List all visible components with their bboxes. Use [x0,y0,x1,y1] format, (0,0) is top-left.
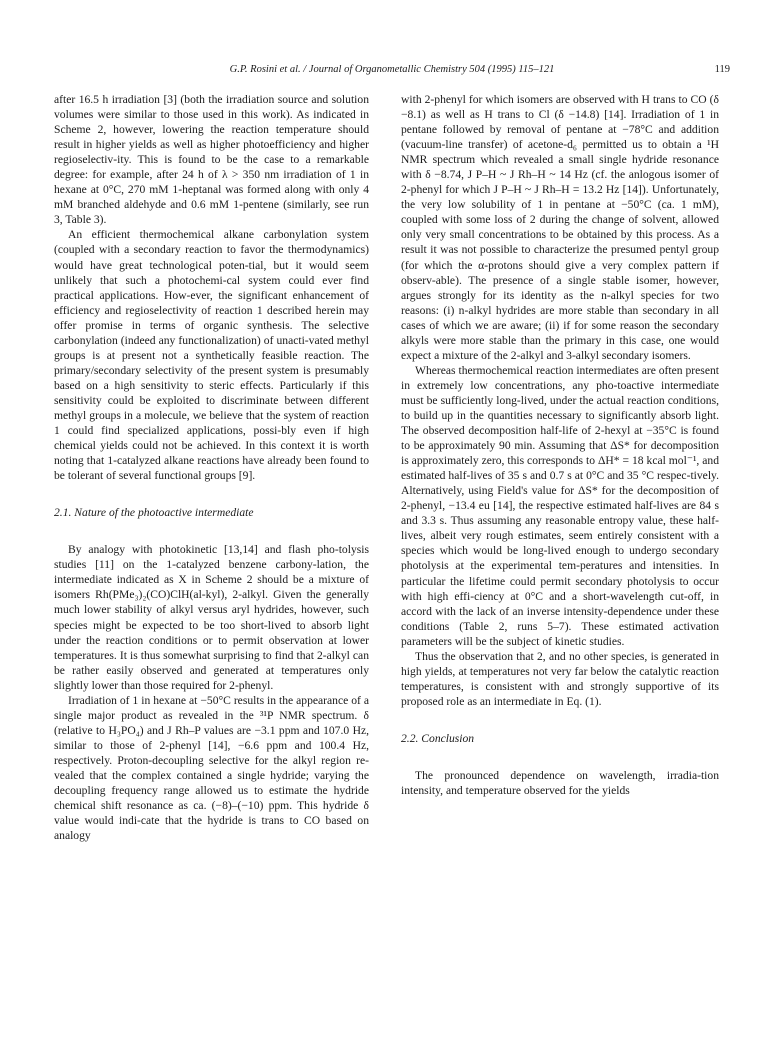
journal-citation: G.P. Rosini et al. / Journal of Organometallic Chemistry 504 (1995) 115–121 [229,64,555,75]
paragraph: The pronounced dependence on wavelength, irradia-tion intensity, and temperature observed for the yields [401,768,719,798]
paragraph: with 2-phenyl for which isomers are observed with H trans to CO (δ −8.1) as well as H trans to Cl (δ −14.8) [14]. Irradiation of 1 in pentane followed by removal of pentane at −78°C and addition (vacuum-line transfer) of acetone-d₆ permitted us to obtain a ¹H NMR spectrum which revealed a small single hydride resonance with δ −8.74, J P–H ~ J Rh–H ~ 14 Hz (cf. the anlogous isomer of 2-phenyl for which J P–H ~ J Rh–H = 13.2 Hz [14]). Unfortunately, the very low solubility of 1 in pentane at −50°C (ca. 1 mM), coupled with some loss of 2 during the change of solvent, allowed only very small concentrations to be obtained by this process. As a result it was not possible to characterize the presumed pentyl group (for which the α-protons should give a very complex pattern if observ-able). The presence of a single stable isomer, however, argues strongly for its identity as the n-alkyl species for two reasons: (i) n-alkyl hydrides are more stable than secondary in all cases of which we are aware; (ii) if for some reason the secondary alkyls were more stable than the primary in this case, one would expect a mixture of the 2-alkyl and 3-alkyl secondary isomers. [401,93,719,362]
right-column [401,92,719,798]
section-heading: 2.1. Nature of the photoactive intermediate [54,506,254,520]
running-head [54,64,730,80]
paragraph: after 16.5 h irradiation [3] (both the irradiation source and solution volumes were similar to those used in this work). As indicated in Scheme 2, however, lowering the reaction temperature should result in higher yields as well as higher photoefficiency and higher regioselectiv-ity. This is found to be the case to a remarkable degree: for example, after 24 h of λ > 350 nm irradiation of 1 in hexane at 0°C, 270 mM 1-heptanal was formed along with only 4 mM branched aldehyde and 0.6 mM 1-pentene (similarly, see run 3, Table 3). [54,93,369,227]
page-number: 119 [714,64,730,75]
paragraph: An efficient thermochemical alkane carbonylation system (coupled with a secondary reaction to favor the thermodynamics) would have great technological poten-tial, but it would seem unlikely that such a photochemi-cal system could ever find practical applications. How-ever, the significant enhancement of efficiency and regioselectivity of reaction 1 described herein may offer promise in terms of organic synthesis. The selective carbonylation (indeed any functionalization) of unacti-vated methyl groups is at present not a synthetically feasible reaction. The primary/secondary selectivity of the present system is presumably based on a high sensitivity to steric effects. Particularly if this sensitivity could be exploited to discriminate between different methyl groups in a molecule, we believe that the system of reaction 1 could find specialized applications, possi-bly even if high chemical yields could not be achieved. In this context it is worth noting that 1-catalyzed alkane reactions have already been found to be tolerant of several functional groups [9]. [54,228,369,483]
section-heading: 2.2. Conclusion [401,731,475,745]
left-column [54,92,369,843]
paragraph: Thus the observation that 2, and no other species, is generated in high yields, at temperatures not very far below the catalytic reaction temperatures, is consistent with and strongly supportive of its proposed role as an intermediate in Eq. (1). [401,649,719,708]
paragraph: By analogy with photokinetic [13,14] and flash pho-tolysis studies [11] on the 1-catalyzed benzene carbony-lation, the intermediate indicated as X in Scheme 2 should be a mixture of isomers Rh(PMe₃)₂(CO)ClH(al-kyl), 2-alkyl. Given the generally much lower stability of alkyl versus aryl hydrides, however, such species might be expected to be too short-lived to absorb light under the reaction conditions or to permit observation at lower temperatures. It is thus somewhat surprising to find that 2-alkyl can be rather easily observed and generated at temperatures only slightly lower than those required for 2-phenyl. [54,543,369,692]
paragraph: Irradiation of 1 in hexane at −50°C results in the appearance of a single major product as revealed in the ³¹P NMR spectrum. δ (relative to H₃PO₄) and J Rh–P values are −3.1 ppm and 107.0 Hz, similar to those of 2-phenyl [14], −6.6 ppm and 100.4 Hz, respectively. Proton-decoupling selective for the alkyl region re-vealed that the complex contained a single hydride; varying the decoupling frequency range allowed us to estimate the hydride chemical shift resonance as ca. (−8)–(−10) ppm. This hydride δ value would indi-cate that the hydride is trans to CO based on analogy [54,693,369,843]
paragraph: Whereas thermochemical reaction intermediates are often present in extremely low concentrations, any pho-toactive intermediate must be sufficiently long-lived, under the actual reaction conditions, to build up in the quantities necessary to significantly absorb light. The observed decomposition half-life of 2-hexyl at −35°C is found to be approximately 90 min. Assuming that ΔS* for decomposition is approximately zero, this corresponds to ΔH* = 18 kcal mol⁻¹, and estimated half-lives of 35 s and 0.7 s at 0°C and 35 °C respec-tively. Alternatively, using Field's value for ΔS* for the decomposition of 2-phenyl, −13.4 eu [14], the respective estimated half-lives are 84 s and 3.3 s. Thus assuming any reasonable entropy value, these half-lives, albeit very rough estimates, seem entirely consistent with a species which would be long-lived enough to undergo secondary photolysis at the experimental tem-peratures and intensities. In particular the lifetime could permit secondary photolysis to occur with high effi-ciency at 0°C and a short-wavelength cut-off, in accord with the lack of an inverse intensity-dependence under these conditions (Table 2, runs 5–7). These estimated activation parameters will be the subject of kinetic studies. [401,363,719,648]
